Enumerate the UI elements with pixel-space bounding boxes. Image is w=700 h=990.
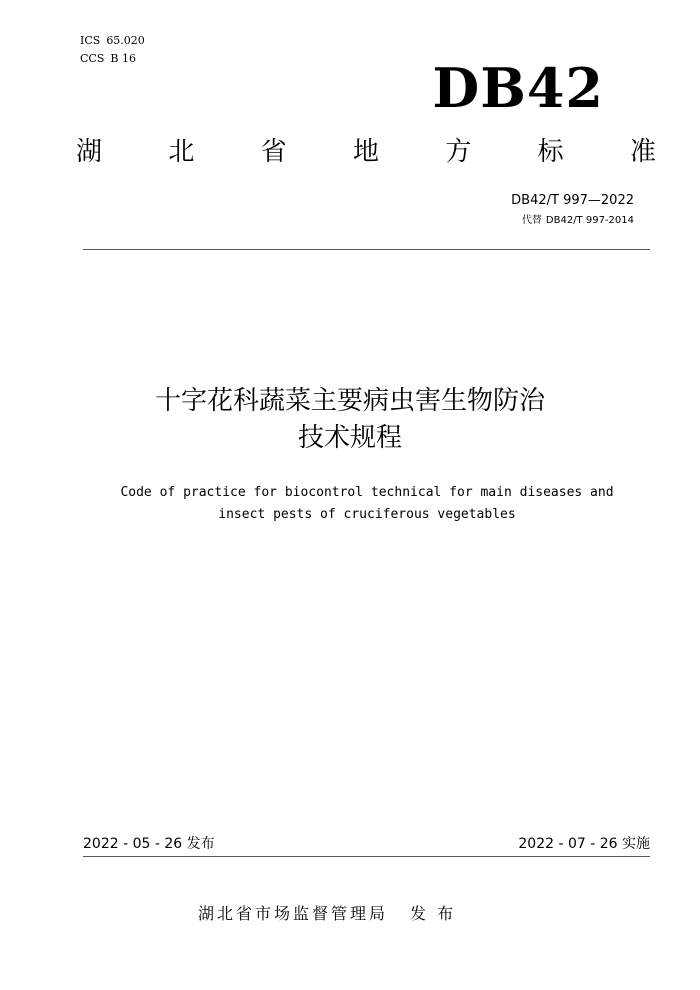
standard-type-char: 北 [168,137,195,167]
publish-action: 发 布 [410,904,457,923]
ccs-classification [80,52,136,66]
issue-date: 2022 - 05 - 26 发布 [83,836,215,852]
replaces-label: 代替 [521,215,542,226]
standard-type-char: 准 [629,137,656,167]
replaces-number: DB42/T 997-2014 [545,215,634,226]
english-title [0,482,700,526]
standard-type-char: 方 [445,137,472,167]
ics-label: ICS [80,34,101,47]
db42-logo: DB42 [432,56,604,120]
standard-type-char: 标 [537,137,564,167]
standard-type-char: 地 [352,137,379,167]
header-divider [83,249,650,250]
publisher-name: 湖北省市场监督管理局 [198,904,389,923]
ccs-label: CCS [80,52,105,65]
footer-divider [83,856,650,857]
standard-number: DB42/T 997—2022 [511,193,634,208]
standard-type-heading [76,132,656,172]
standard-type-char: 湖 [76,137,103,167]
implementation-date: 2022 - 07 - 26 实施 [518,836,650,852]
ics-classification [80,34,145,48]
publisher-line [198,903,456,925]
chinese-title-line-1: 十字花科蔬菜主要病虫害生物防治 [154,386,545,416]
replaces-note [522,214,634,228]
standard-type-char: 省 [260,137,287,167]
chinese-title-line-2: 技术规程 [297,423,402,453]
chinese-title [0,383,700,457]
english-title-line-1: Code of practice for biocontrol technical for main diseases and [120,485,614,500]
ccs-code: B 16 [110,52,136,65]
english-title-line-2: insect pests of cruciferous vegetables [218,507,516,522]
ics-code: 65.020 [106,34,145,47]
